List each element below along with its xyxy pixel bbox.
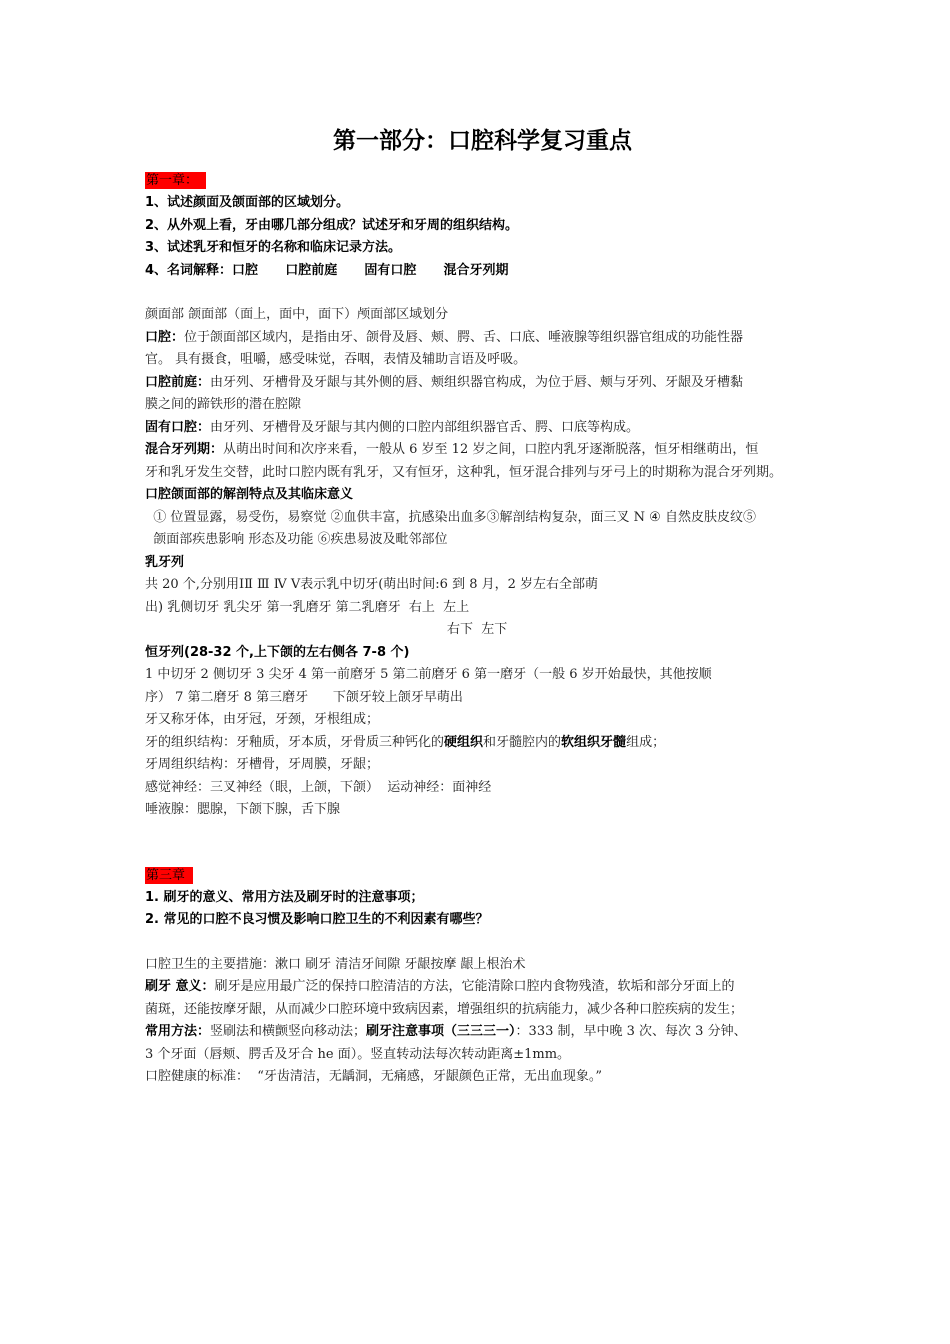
mixed-dentition-term: 混合牙列期： bbox=[145, 442, 224, 457]
permanent-line-1: 1 中切牙 2 侧切牙 3 尖牙 4 第一前磨牙 5 第二前磨牙 6 第一磨牙（一般 6 岁开始最快，其他按顺 bbox=[145, 667, 712, 682]
glands-line: 唾液腺：腮腺，下颌下腺，舌下腺 bbox=[145, 802, 341, 817]
ch3-question-2: 2. 常见的口腔不良习惯及影响口腔卫生的不利因素有哪些？ bbox=[145, 912, 489, 927]
methods-line: 常用方法：竖刷法和横颤竖向移动法；刷牙注意事项（三三三一）：333 制，早中晚 3 次、每次 3 分钟、 bbox=[145, 1024, 747, 1039]
anatomy-line-1: ① 位置显露，易受伤，易察觉 ②血供丰富，抗感染出血多③解剖结构复杂，面三叉 N ④ 自然皮肤皮纹⑤ bbox=[145, 509, 756, 525]
brushing-line-2: 菌斑，还能按摩牙龈，从而减少口腔环境中致病因素，增强组织的抗病能力，减少各种口腔疾病的发生； bbox=[145, 1001, 744, 1017]
brushing-term: 刷牙 意义： bbox=[145, 979, 215, 994]
brushing-notes-term: 刷牙注意事项（三三三一） bbox=[366, 1024, 516, 1039]
proper-cavity-term: 固有口腔： bbox=[145, 419, 211, 435]
region-line: 颜面部 颌面部（面上，面中，面下）颅面部区域划分 bbox=[145, 307, 449, 322]
nerves-line: 感觉神经：三叉神经（眼，上颌，下颌） 运动神经：面神经 bbox=[145, 779, 492, 795]
chapter-1-section bbox=[145, 169, 810, 822]
question-2: 2、从外观上看，牙由哪几部分组成？试述牙和牙周的组织结构。 bbox=[145, 217, 519, 233]
brushing-definition: 刷牙 意义：刷牙是应用最广泛的保持口腔清洁的方法，它能清除口腔内食物残渣，软垢和部分牙面上的 bbox=[145, 979, 735, 994]
ch3-question-1: 1. 刷牙的意义、常用方法及刷牙时的注意事项； bbox=[145, 889, 424, 905]
vestibule-definition: 口腔前庭：由牙列、牙槽骨及牙龈与其外侧的唇、颊组织器官构成，为位于唇、颊与牙列、牙龈及牙槽黏 bbox=[145, 374, 744, 390]
primary-dentition-heading: 乳牙列 bbox=[145, 554, 185, 570]
permanent-line-2: 序） 7 第二磨牙 8 第三磨牙 下颌牙较上颌牙早萌出 bbox=[145, 689, 463, 705]
health-standard-line: 口腔健康的标准： “牙齿清洁，无龋洞，无痛感，牙龈颜色正常，无出血现象。” bbox=[145, 1069, 603, 1084]
tooth-tissue-line: 牙的组织结构：牙釉质，牙本质，牙骨质三种钙化的硬组织和牙髓腔内的软组织牙髓组成； bbox=[145, 734, 666, 750]
hygiene-measures-line: 口腔卫生的主要措施：漱口 刷牙 清洁牙间隙 牙龈按摩 龈上根治术 bbox=[145, 956, 526, 972]
permanent-dentition-heading: 恒牙列(28-32 个,上下颌的左右侧各 7-8 个) bbox=[145, 644, 410, 660]
primary-line-3: 右下 左下 bbox=[447, 622, 508, 637]
question-4: 4、名词解释：口腔 口腔前庭 固有口腔 混合牙列期 bbox=[145, 262, 509, 278]
question-1: 1、试述颜面及颌面部的区域划分。 bbox=[145, 195, 350, 210]
periodontal-line: 牙周组织结构：牙槽骨，牙周膜，牙龈； bbox=[145, 757, 380, 772]
chapter-3-label: 第三章 bbox=[145, 867, 193, 884]
page-title: 第一部分：口腔科学复习重点 bbox=[333, 128, 632, 154]
mixed-dentition-definition: 混合牙列期：从萌出时间和次序来看，一般从 6 岁至 12 岁之间，口腔内乳牙逐渐脱落，恒牙相继萌出，恒 bbox=[145, 442, 759, 457]
mixed-dentition-line-2: 牙和乳牙发生交替，此时口腔内既有乳牙，又有恒牙，这种乳，恒牙混合排列与牙弓上的时期称为混合牙列期。 bbox=[145, 464, 783, 480]
question-3: 3、试述乳牙和恒牙的名称和临床记录方法。 bbox=[145, 240, 402, 255]
anatomy-heading: 口腔颌面部的解剖特点及其临床意义 bbox=[145, 487, 354, 502]
proper-cavity-definition: 固有口腔：由牙列、牙槽骨及牙龈与其内侧的口腔内部组织器官舌、腭、口底等构成。 bbox=[145, 419, 640, 435]
methods-line-2: 3 个牙面（唇颊、腭舌及牙合 he 面）。竖直转动法每次转动距离±1mm。 bbox=[145, 1046, 571, 1062]
vestibule-term: 口腔前庭： bbox=[145, 374, 211, 390]
primary-line-1: 共 20 个,分别用ⅠⅡ Ⅲ Ⅳ Ⅴ表示乳中切牙(萌出时间:6 到 8 月，2 岁左右全部萌 bbox=[145, 577, 599, 592]
chapter-1-label: 第一章： bbox=[145, 172, 206, 189]
vestibule-line-2: 膜之间的蹄铁形的潜在腔隙 bbox=[145, 397, 302, 412]
primary-line-2: 出) 乳侧切牙 乳尖牙 第一乳磨牙 第二乳磨牙 右上 左上 bbox=[145, 599, 470, 615]
oral-cavity-line-2: 官。 具有摄食，咀嚼，感受味觉，吞咽，表情及辅助言语及呼吸。 bbox=[145, 352, 527, 367]
tooth-body-line: 牙又称牙体，由牙冠，牙颈，牙根组成； bbox=[145, 712, 380, 727]
soft-tissue-term: 软组织牙髓 bbox=[561, 734, 627, 750]
chapter-3-section bbox=[145, 864, 810, 1089]
methods-term: 常用方法： bbox=[145, 1024, 211, 1039]
hard-tissue-term: 硬组织 bbox=[444, 734, 484, 750]
anatomy-line-2: 颌面部疾患影响 形态及功能 ⑥疾患易波及毗邻部位 bbox=[145, 532, 448, 547]
oral-cavity-term: 口腔： bbox=[145, 329, 185, 345]
oral-cavity-definition: 口腔：位于颌面部区域内，是指由牙、颌骨及唇、颊、腭、舌、口底、唾液腺等组织器官组成的功能性器 bbox=[145, 329, 744, 345]
